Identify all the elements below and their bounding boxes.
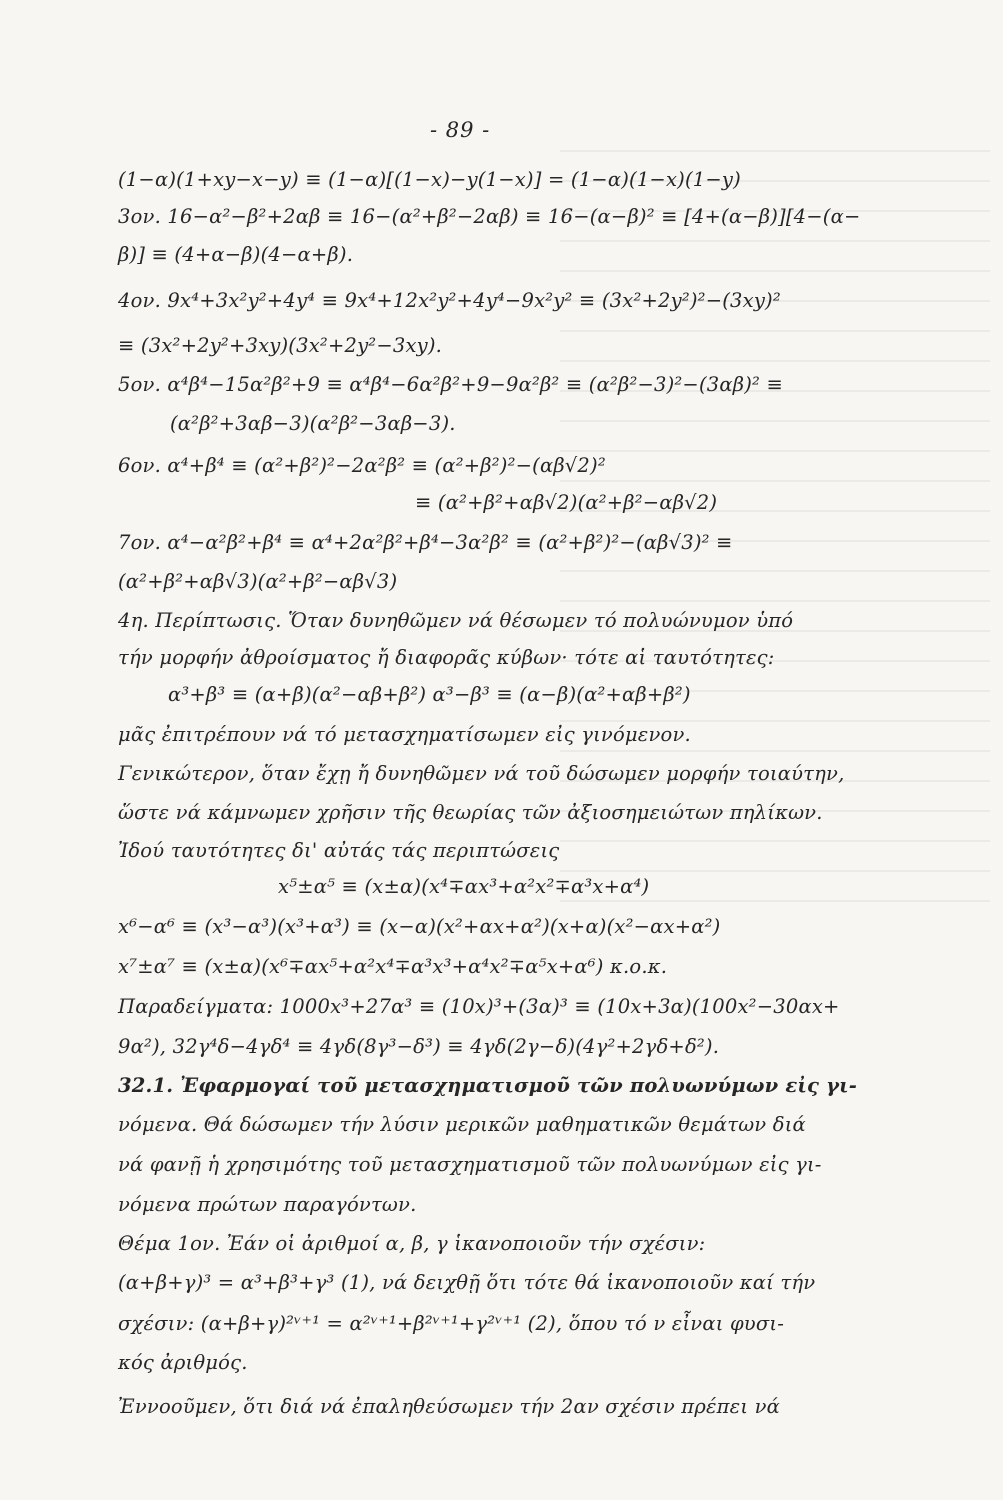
text-line: ≡ (3x²+2y²+3xy)(3x²+2y²−3xy). <box>118 334 443 357</box>
text-line: Ἐννοοῦμεν, ὅτι διά νά ἐπαληθεύσωμεν τήν 2αν σχέσιν πρέπει νά <box>118 1395 781 1418</box>
text-line: Ἰδού ταυτότητες δι' αὐτάς τάς περιπτώσεις <box>118 839 560 862</box>
text-line: νά φανῇ ἡ χρησιμότης τοῦ μετασχηματισμοῦ τῶν πολυωνύμων εἰς γι- <box>118 1153 822 1176</box>
text-line: 5ον. α⁴β⁴−15α²β²+9 ≡ α⁴β⁴−6α²β²+9−9α²β² ≡ (α²β²−3)²−(3αβ)² ≡ <box>118 373 783 396</box>
text-line: νόμενα πρώτων παραγόντων. <box>118 1193 417 1216</box>
text-line: (α²+β²+αβ√3)(α²+β²−αβ√3) <box>118 570 398 593</box>
text-line: τήν μορφήν ἀθροίσματος ἤ διαφορᾶς κύβων· τότε αἱ ταυτότητες: <box>118 646 775 669</box>
text-line: 3ον. 16−α²−β²+2αβ ≡ 16−(α²+β²−2αβ) ≡ 16−(α−β)² ≡ [4+(α−β)][4−(α− <box>118 205 861 228</box>
text-line: Γενικώτερον, ὅταν ἔχῃ ἤ δυνηθῶμεν νά τοῦ δώσωμεν μορφήν τοιαύτην, <box>118 762 845 785</box>
text-line: ὥστε νά κάμνωμεν χρῆσιν τῆς θεωρίας τῶν ἀξιοσημειώτων πηλίκων. <box>118 801 823 824</box>
text-line: 7ον. α⁴−α²β²+β⁴ ≡ α⁴+2α²β²+β⁴−3α²β² ≡ (α²+β²)²−(αβ√3)² ≡ <box>118 531 733 554</box>
text-line: νόμενα. Θά δώσωμεν τήν λύσιν μερικῶν μαθηματικῶν θεμάτων διά <box>118 1113 806 1136</box>
text-line: (α+β+γ)³ = α³+β³+γ³ (1), νά δειχθῇ ὅτι τότε θά ἱκανοποιοῦν καί τήν <box>118 1271 816 1294</box>
text-line: Θέμα 1ον. Ἐάν οἱ ἀριθμοί α, β, γ ἱκανοποιοῦν τήν σχέσιν: <box>118 1232 706 1255</box>
text-line: β)] ≡ (4+α−β)(4−α+β). <box>118 243 354 266</box>
text-line: x⁷±α⁷ ≡ (x±α)(x⁶∓αx⁵+α²x⁴∓α³x³+α⁴x²∓α⁵x+α⁶) κ.ο.κ. <box>118 955 668 978</box>
text-line: μᾶς ἐπιτρέπουν νά τό μετασχηματίσωμεν εἰς γινόμενον. <box>118 723 691 746</box>
text-line: (1−α)(1+xy−x−y) ≡ (1−α)[(1−x)−y(1−x)] = (1−α)(1−x)(1−y) <box>118 168 741 191</box>
text-line: σχέσιν: (α+β+γ)²ᵛ⁺¹ = α²ᵛ⁺¹+β²ᵛ⁺¹+γ²ᵛ⁺¹ (2), ὅπου τό ν εἶναι φυσι- <box>118 1312 785 1335</box>
text-line: (α²β²+3αβ−3)(α²β²−3αβ−3). <box>170 412 456 435</box>
text-line: α³+β³ ≡ (α+β)(α²−αβ+β²) α³−β³ ≡ (α−β)(α²+αβ+β²) <box>168 683 691 706</box>
text-line: Παραδείγματα: 1000x³+27α³ ≡ (10x)³+(3α)³ ≡ (10x+3α)(100x²−30αx+ <box>118 995 840 1018</box>
page-number: - 89 - <box>430 118 491 142</box>
text-line: 4η. Περίπτωσις. Ὅταν δυνηθῶμεν νά θέσωμεν τό πολυώνυμον ὑπό <box>118 609 794 632</box>
text-line: 6ον. α⁴+β⁴ ≡ (α²+β²)²−2α²β² ≡ (α²+β²)²−(αβ√2)² <box>118 454 606 477</box>
section-heading: 32.1. Ἐφαρμογαί τοῦ μετασχηματισμοῦ τῶν πολυωνύμων εἰς γι- <box>118 1074 858 1097</box>
text-line: κός ἀριθμός. <box>118 1351 248 1374</box>
text-line: 4ον. 9x⁴+3x²y²+4y⁴ ≡ 9x⁴+12x²y²+4y⁴−9x²y² ≡ (3x²+2y²)²−(3xy)² <box>118 289 781 312</box>
text-line: ≡ (α²+β²+αβ√2)(α²+β²−αβ√2) <box>415 491 718 514</box>
text-line: 9α²), 32γ⁴δ−4γδ⁴ ≡ 4γδ(8γ³−δ³) ≡ 4γδ(2γ−δ)(4γ²+2γδ+δ²). <box>118 1035 720 1058</box>
text-line: x⁵±α⁵ ≡ (x±α)(x⁴∓αx³+α²x²∓α³x+α⁴) <box>278 875 650 898</box>
text-line: x⁶−α⁶ ≡ (x³−α³)(x³+α³) ≡ (x−α)(x²+αx+α²)(x+α)(x²−αx+α²) <box>118 915 721 938</box>
